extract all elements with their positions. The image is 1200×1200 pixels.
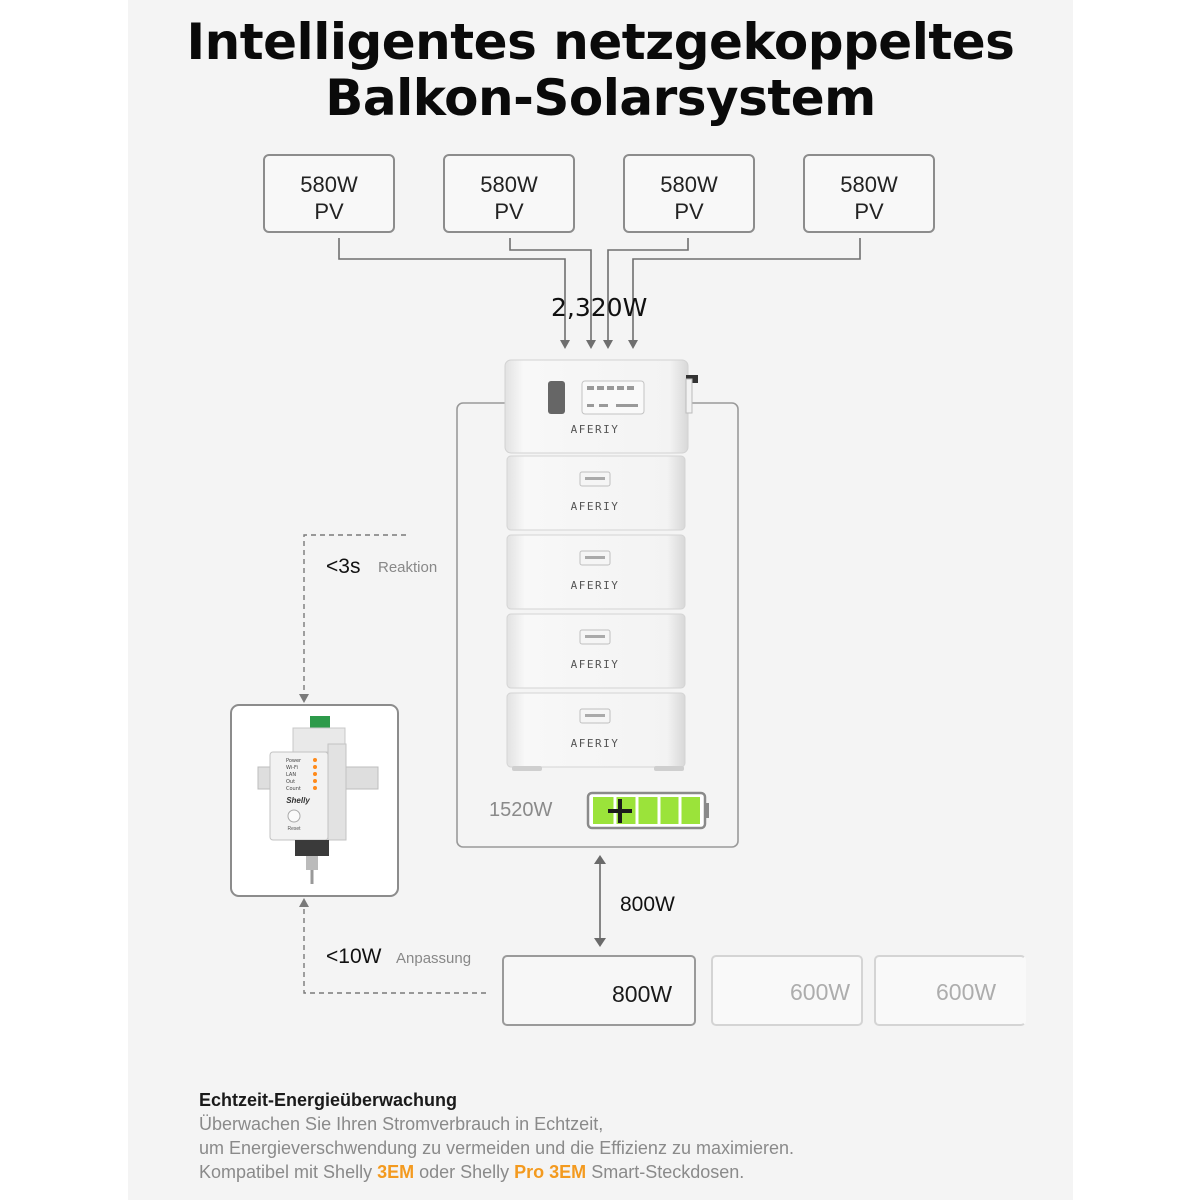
meter-reset-label: Reset [287,826,301,832]
meter-brand: Shelly [286,796,310,805]
adjustment-value: <10W [326,945,382,968]
appliance-power: 800W [612,981,673,1007]
footer-heading: Echtzeit-Energieüberwachung [199,1090,458,1110]
adjustment-label: Anpassung [396,950,472,967]
appliance-power: 600W [790,979,851,1005]
footer-text-part: Smart-Steckdosen. [586,1162,745,1182]
title-line-2: Balkon-Solarsystem [325,69,876,127]
footer-line-2: um Energieverschwendung zu vermeiden und die Effizienz zu maximieren. [199,1138,794,1158]
appliance-card-microwave [502,955,696,1026]
combined-power: 2,320W [551,293,648,322]
arrowhead [299,898,309,907]
pv-type: PV [314,199,344,224]
brand-label: AFERIY [570,658,620,671]
brand-label: AFERIY [570,500,620,513]
reaction-label: Reaktion [378,559,438,576]
pv-type: PV [854,199,884,224]
arrowhead [299,694,309,703]
brand-label: AFERIY [570,737,620,750]
pv-type: PV [494,199,524,224]
product-3em: 3EM [377,1162,415,1182]
title-line-1: Intelligentes netzgekoppeltes [186,13,1015,71]
appliance-card-fridge [874,955,1026,1026]
meter-led-label: Out [286,779,296,785]
pv-wiring [339,238,860,342]
pv-arrowheads [560,340,638,349]
pv-power: 580W [840,172,898,197]
pv-type: PV [674,199,704,224]
output-power: 800W [620,893,675,916]
product-pro-3em: Pro 3EM [514,1162,587,1182]
battery-stack [505,360,698,771]
meter-led-label: Wi-Fi [286,765,298,771]
appliance-card-washer [711,955,863,1026]
footer-line-3 [199,1160,794,1184]
meter-led-label: LAN [286,772,297,778]
battery-capacity-label: 1520W [489,799,553,821]
footer-line-1: Überwachen Sie Ihren Stromverbrauch in Echtzeit, [199,1114,604,1134]
footer-text-part: Kompatibel mit Shelly [199,1162,378,1182]
brand-label: AFERIY [570,579,620,592]
reaction-value: <3s [326,555,361,578]
pv-power: 580W [480,172,538,197]
meter-led-label: Power [286,758,302,764]
brand-label: AFERIY [570,423,620,436]
footer-text-part: oder Shelly [414,1162,515,1182]
battery-charge-icon [588,793,709,828]
appliance-power: 600W [936,979,997,1005]
pv-power: 580W [660,172,718,197]
output-arrow [594,855,606,947]
meter-led-label: Count [286,786,301,792]
pv-power: 580W [300,172,358,197]
footer-text [199,1088,794,1184]
